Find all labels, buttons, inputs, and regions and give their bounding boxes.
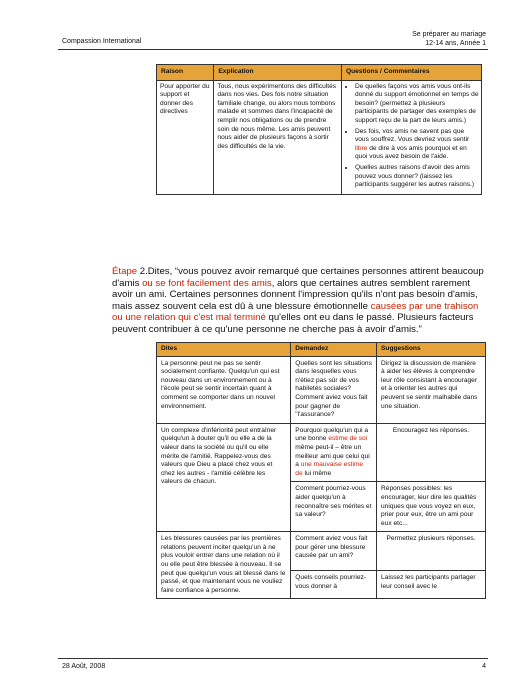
paragraph-text: qu'elles ont eu dans le passé. Plusieurs facteurs peuvent contribuer à ce qu'une personne ne cherche pas à avoir d'amis.” <box>112 312 474 335</box>
paragraph-text: , alors que certaines autres semblent rarement avoir un ami. Certaines personnes donnent l'impression qu'ils n'ont pas besoin d'amis, mais assez souvent cela est dû à une blessure émotionnelle <box>112 277 478 312</box>
column-header-explication: Explication <box>214 65 342 81</box>
cell-demandez <box>291 423 377 482</box>
highlight-text: ou se font facilement des amis <box>142 277 272 289</box>
step-paragraph <box>112 266 484 336</box>
header-title: Se préparer au mariage <box>412 31 486 38</box>
column-header-demandez: Demandez <box>291 343 377 357</box>
step-label: Étape <box>112 266 138 277</box>
cell-suggestions: Dirigez la discussion de manière à aider les élèves à comprendre leur rôle consistant à encourager et à orienter les autres qui peuvent se sentir malhabile dans une situation. <box>377 356 486 423</box>
cell-suggestions: Laissez les participants partager leur conseil avec le <box>377 570 486 599</box>
table-row <box>157 356 486 423</box>
header-organization: Compassion International <box>62 38 142 45</box>
highlight-text: libre <box>354 144 368 152</box>
column-header-dites: Dites <box>157 343 291 357</box>
reasons-table-header-row <box>157 65 482 81</box>
footer-divider <box>58 658 488 659</box>
table-row <box>157 80 482 194</box>
questions-list <box>345 83 479 190</box>
cell-suggestions: Réponses possibles: les encourager, leur dire les qualités uniques que vous voyez en eux, prier pour eux, être un ami pour eux etc... <box>377 482 486 532</box>
question-text: de dire à vos amis pourquoi et en quoi vous avez besoin de l'aide. <box>354 144 467 161</box>
cell-raison: Pour apporter du support et donner des directives <box>157 80 214 194</box>
cell-suggestions: Permettez plusieurs réponses. <box>377 532 486 571</box>
cell-dites: La personne peut ne pas se sentir socialement confiante. Quelqu'un qui est nouveau dans un environnement ou à l'école peut se sentir incertain quant à comment se comporter dans un nouvel environnement. <box>157 356 291 423</box>
cell-demandez: Quelles sont les situations dans lesquelles vous n'étiez pas sûr de vos habiletés sociales? Comment aviez vous fait pour gagner de "l'assurance? <box>291 356 377 423</box>
cell-text: Pourquoi quelqu'un qui a une bonne <box>295 426 369 443</box>
header-subtitle: 12-14 ans, Année 1 <box>425 40 486 47</box>
cell-demandez: Quels conseils pourriez-vous donner à <box>291 570 377 599</box>
column-header-questions: Questions / Commentaires <box>341 65 481 81</box>
column-header-raison: Raison <box>157 65 214 81</box>
table-row <box>157 532 486 571</box>
cell-dites: Un complexe d'infériorité peut entraîner quelqu'un à douter qu'il ou elle a de la valeur dans la société ou qu'il ou elle mérite de l'amitié. Rappelez-vous des valeurs que Dieu a placé chez vous et chez les autres - l'amitié célèbre les valeurs de chacun. <box>157 423 291 532</box>
column-header-suggestions: Suggestions <box>377 343 486 357</box>
discussion-table <box>156 342 486 599</box>
highlight-text: causées par une trahison ou une relation qui c'est mal terminé <box>112 300 479 324</box>
cell-questions <box>341 80 481 194</box>
cell-demandez: Comment pourriez-vous aider quelqu'un à reconnaître ses mérites et sa valeur? <box>291 482 377 532</box>
cell-suggestions: Encouragez les réponses. <box>377 423 486 482</box>
table-row <box>157 423 486 482</box>
footer-date: 28 Août, 2008 <box>62 663 106 670</box>
reasons-table <box>156 64 482 195</box>
highlight-text: estime de soi <box>328 435 368 443</box>
cell-explication: Tous, nous expérimentons des difficultés dans nos vies. Des fois notre situation familiale change, ou alors nous tombons malade et sommes dans l'incapacité de remplir nos obligations ou de prendre soin de nous même. Les amis peuvent nous aider de plusieurs façons à sortir des difficultés de la vie. <box>214 80 342 194</box>
list-item: • Quelles autres raisons d'avoir des amis pouvez vous donner? (laissez les participants suggérer les autres raisons.) <box>355 164 479 190</box>
list-item <box>355 128 479 162</box>
cell-demandez: Comment aviez vous fait pour gérer une blessure causée par un ami? <box>291 532 377 571</box>
highlight-text: une mauvaise estime de <box>295 461 364 477</box>
list-item: • De quelles façons vos amis vous ont-ils donné du support émotionnel en temps de besoin? (permettez à plusieurs participants de partager des exemples de support reçu de la part de leurs amis.) <box>355 83 479 126</box>
cell-text: même peut-il – être un meilleur ami que celui qui a <box>295 443 370 469</box>
page-number: 4 <box>482 663 486 670</box>
question-text: Des fois, vos amis ne savent pas que vous souffrez. Vous devriez vous sentir <box>354 127 470 144</box>
header-course-info <box>412 30 486 48</box>
paragraph-text: 2.Dites, “vous pouvez avoir remarqué que certaines personnes attirent beaucoup d'amis <box>112 266 484 289</box>
header-divider <box>58 49 488 50</box>
discussion-table-header-row <box>157 343 486 357</box>
cell-dites: Les blessures causées par les premières relations peuvent inciter quelqu'un à ne plus vouloir entrer dans une relation où il ou elle peut être blessée à nouveau. Il se peut que quelqu'un vous ait blessé dans le passé, et que maintenant vous ne vouliez faire confiance à personne. <box>157 532 291 599</box>
cell-text: lui même <box>302 469 332 477</box>
